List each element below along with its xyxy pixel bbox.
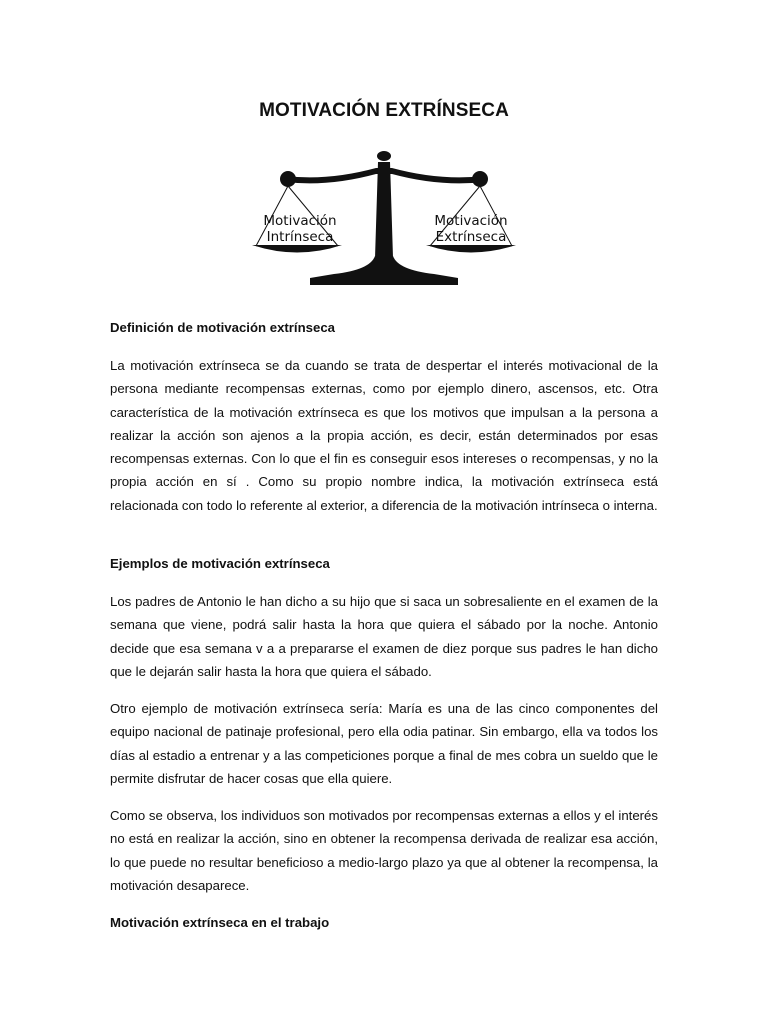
paragraph-conclusion: Como se observa, los individuos son motivados por recompensas externas a ellos y el interés no está en realizar la acción, sino en obtener la recompensa derivada de realizar esa acción, lo que puede no resultar beneficioso a medio-largo plazo ya que al obtener la recompensa, la motivación desaparece.	[110, 808, 658, 893]
page-title: MOTIVACIÓN EXTRÍNSECA	[259, 100, 509, 121]
paragraph-definition: La motivación extrínseca se da cuando se trata de despertar el interés motivacional de la persona mediante recompensas externas, como por ejemplo dinero, ascensos, etc. Otra característica de la motivación extrínseca es que los motivos que impulsan a la persona a realizar la acción son ajenos a la propia acción, es decir, están determinados por esas recompensas externas. Con lo que el fin es conseguir esos intereses o recompensas, y no la propia acción en sí . Como su propio nombre indica, la motivación extrínseca está relacionada con todo lo referente al exterior, a diferencia de la motivación intrínseca o interna.	[110, 358, 658, 513]
right-label-line1: Motivación	[434, 213, 508, 229]
balance-scale-icon	[248, 150, 520, 290]
left-label-line1: Motivación	[263, 213, 337, 229]
paragraph-example-antonio: Los padres de Antonio le han dicho a su hijo que si saca un sobresaliente en el examen de la semana que viene, podrá salir hasta la hora que quiera el sábado por la noche. Antonio decide que esa semana v a a prepararse el examen de diez porque sus padres le han dicho que le dejarán salir hasta la hora que quiera el sábado.	[110, 594, 658, 679]
paragraph-example-maria: Otro ejemplo de motivación extrínseca sería: María es una de las cinco componentes del equipo nacional de patinaje profesional, pero ella odia patinar. Sin embargo, ella va todos los días al estadio a entrenar y a las competiciones porque a final de mes cobra un sueldo que le permite disfrutar de hacer cosas que ella quiere.	[110, 701, 658, 786]
section-heading-definition: Definición de motivación extrínseca	[110, 320, 335, 335]
balance-scale-figure	[248, 150, 520, 290]
right-label-line2: Extrínseca	[435, 229, 507, 245]
section-heading-examples: Ejemplos de motivación extrínseca	[110, 556, 330, 571]
section-heading-work: Motivación extrínseca en el trabajo	[110, 915, 330, 930]
left-label-line2: Intrínseca	[266, 229, 334, 245]
